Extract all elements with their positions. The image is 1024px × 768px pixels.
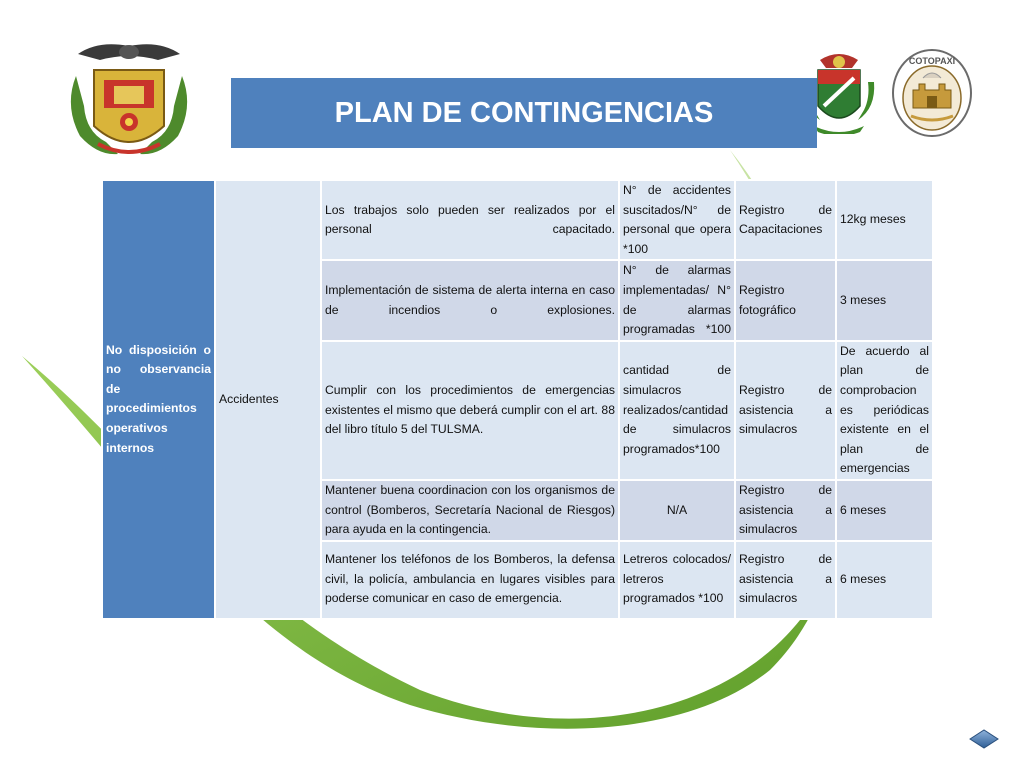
indicator-cell: cantidad de simulacros realizados/cantidad de simulacros programados*100 bbox=[619, 341, 735, 480]
verification-cell: Registro de asistencia a simulacros bbox=[735, 541, 836, 619]
coat-of-arms-logo bbox=[58, 36, 200, 164]
table-row bbox=[102, 180, 933, 260]
risk-cell: No disposición o no observancia de procedimientos operativos internos bbox=[102, 180, 215, 619]
verification-cell: Registro de asistencia a simulacros bbox=[735, 341, 836, 480]
page-title: PLAN DE CONTINGENCIAS bbox=[231, 78, 817, 148]
verification-cell: Registro de asistencia a simulacros bbox=[735, 480, 836, 541]
period-cell: 3 meses bbox=[836, 260, 933, 340]
measure-cell: Los trabajos solo pueden ser realizados por el personal capacitado. bbox=[321, 180, 619, 260]
measure-cell: Cumplir con los procedimientos de emergencias existentes el mismo que deberá cumplir con el art. 88 del libro título 5 del TULSMA. bbox=[321, 341, 619, 480]
risk-type-cell: Accidentes bbox=[215, 180, 321, 619]
contingency-plan-table bbox=[101, 179, 934, 620]
indicator-cell: N° de accidentes suscitados/N° de personal que opera *100 bbox=[619, 180, 735, 260]
indicator-cell: Letreros colocados/ letreros programados *100 bbox=[619, 541, 735, 619]
verification-cell: Registro fotográfico bbox=[735, 260, 836, 340]
indicator-cell: N° de alarmas implementadas/ N° de alarmas programadas *100 bbox=[619, 260, 735, 340]
cotopaxi-seal-logo bbox=[891, 48, 973, 138]
measure-cell: Implementación de sistema de alerta interna en caso de incendios o explosiones. bbox=[321, 260, 619, 340]
indicator-cell: N/A bbox=[619, 480, 735, 541]
measure-cell: Mantener buena coordinacion con los organismos de control (Bomberos, Secretaría Nacional de Riesgos) para ayuda en la contingencia. bbox=[321, 480, 619, 541]
period-cell: De acuerdo al plan de comprobacion es periódicas existente en el plan de emergencias bbox=[836, 341, 933, 480]
period-cell: 6 meses bbox=[836, 480, 933, 541]
period-cell: 12kg meses bbox=[836, 180, 933, 260]
cotopaxi-seal-text: COTOPAXI bbox=[908, 56, 956, 66]
verification-cell: Registro de Capacitaciones bbox=[735, 180, 836, 260]
next-slide-diamond-icon[interactable] bbox=[968, 728, 1000, 750]
measure-cell: Mantener los teléfonos de los Bomberos, la defensa civil, la policía, ambulancia en lugares visibles para poderse comunicar en caso de emergencia. bbox=[321, 541, 619, 619]
period-cell: 6 meses bbox=[836, 541, 933, 619]
